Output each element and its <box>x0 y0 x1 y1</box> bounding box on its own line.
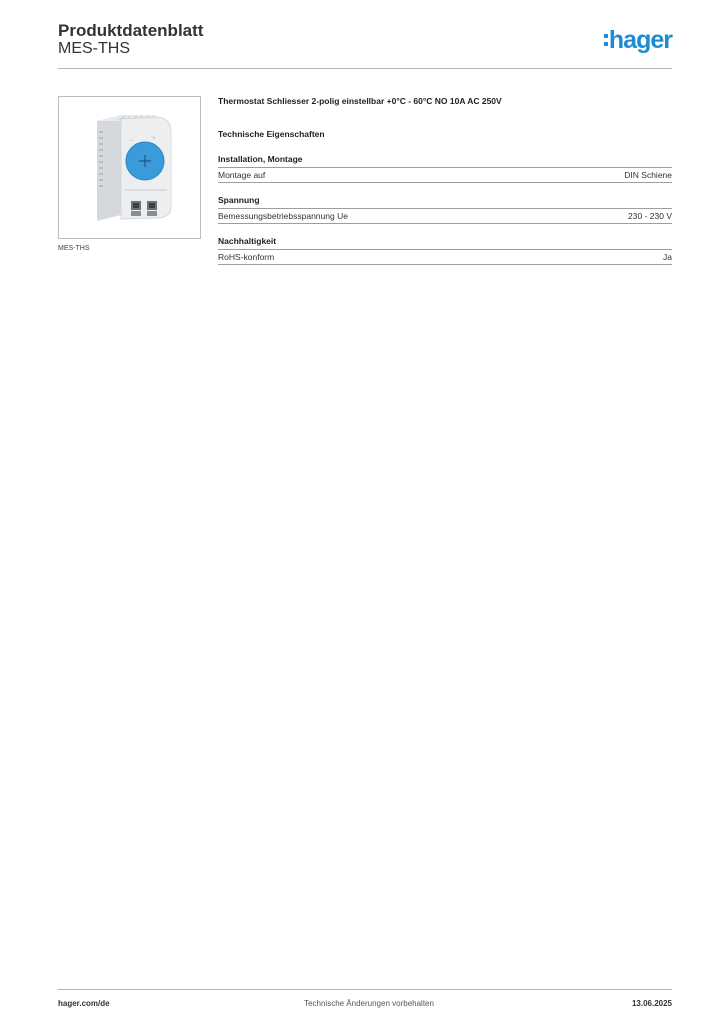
property-row <box>218 168 672 183</box>
footer-disclaimer: Technische Änderungen vorbehalten <box>304 999 434 1008</box>
property-label: Bemessungsbetriebsspannung Ue <box>218 211 348 221</box>
property-group-sustainability <box>218 236 672 265</box>
document-title: Produktdatenblatt <box>58 21 204 40</box>
image-caption: MES-THS <box>58 245 90 252</box>
document-subtitle: MES-THS <box>58 40 130 57</box>
property-row <box>218 250 672 265</box>
property-label: RoHS-konform <box>218 252 275 262</box>
property-value: DIN Schiene <box>624 170 672 180</box>
product-image-frame <box>58 96 201 239</box>
thermostat-product-icon <box>59 97 200 238</box>
header-divider <box>58 68 672 69</box>
group-title: Spannung <box>218 195 672 209</box>
property-group-voltage <box>218 195 672 224</box>
footer-divider <box>58 989 672 990</box>
logo-dots-icon <box>604 34 608 46</box>
group-title: Installation, Montage <box>218 154 672 168</box>
footer-website-link[interactable]: hager.com/de <box>58 999 110 1008</box>
hager-logo <box>604 27 672 53</box>
property-value: 230 - 230 V <box>628 211 672 221</box>
property-label: Montage auf <box>218 170 266 180</box>
svg-text:°C: °C <box>151 135 156 140</box>
product-description: Thermostat Schliesser 2-polig einstellbar +0°C - 60°C NO 10A AC 250V <box>218 96 502 106</box>
property-row <box>218 209 672 224</box>
logo-text: hager <box>608 26 672 54</box>
properties-heading: Technische Eigenschaften <box>218 129 325 139</box>
product-info <box>218 96 672 265</box>
footer-date: 13.06.2025 <box>631 999 672 1008</box>
property-value: Ja <box>663 252 672 262</box>
group-title: Nachhaltigkeit <box>218 236 672 250</box>
property-group-installation <box>218 154 672 183</box>
svg-text:—: — <box>129 137 133 142</box>
